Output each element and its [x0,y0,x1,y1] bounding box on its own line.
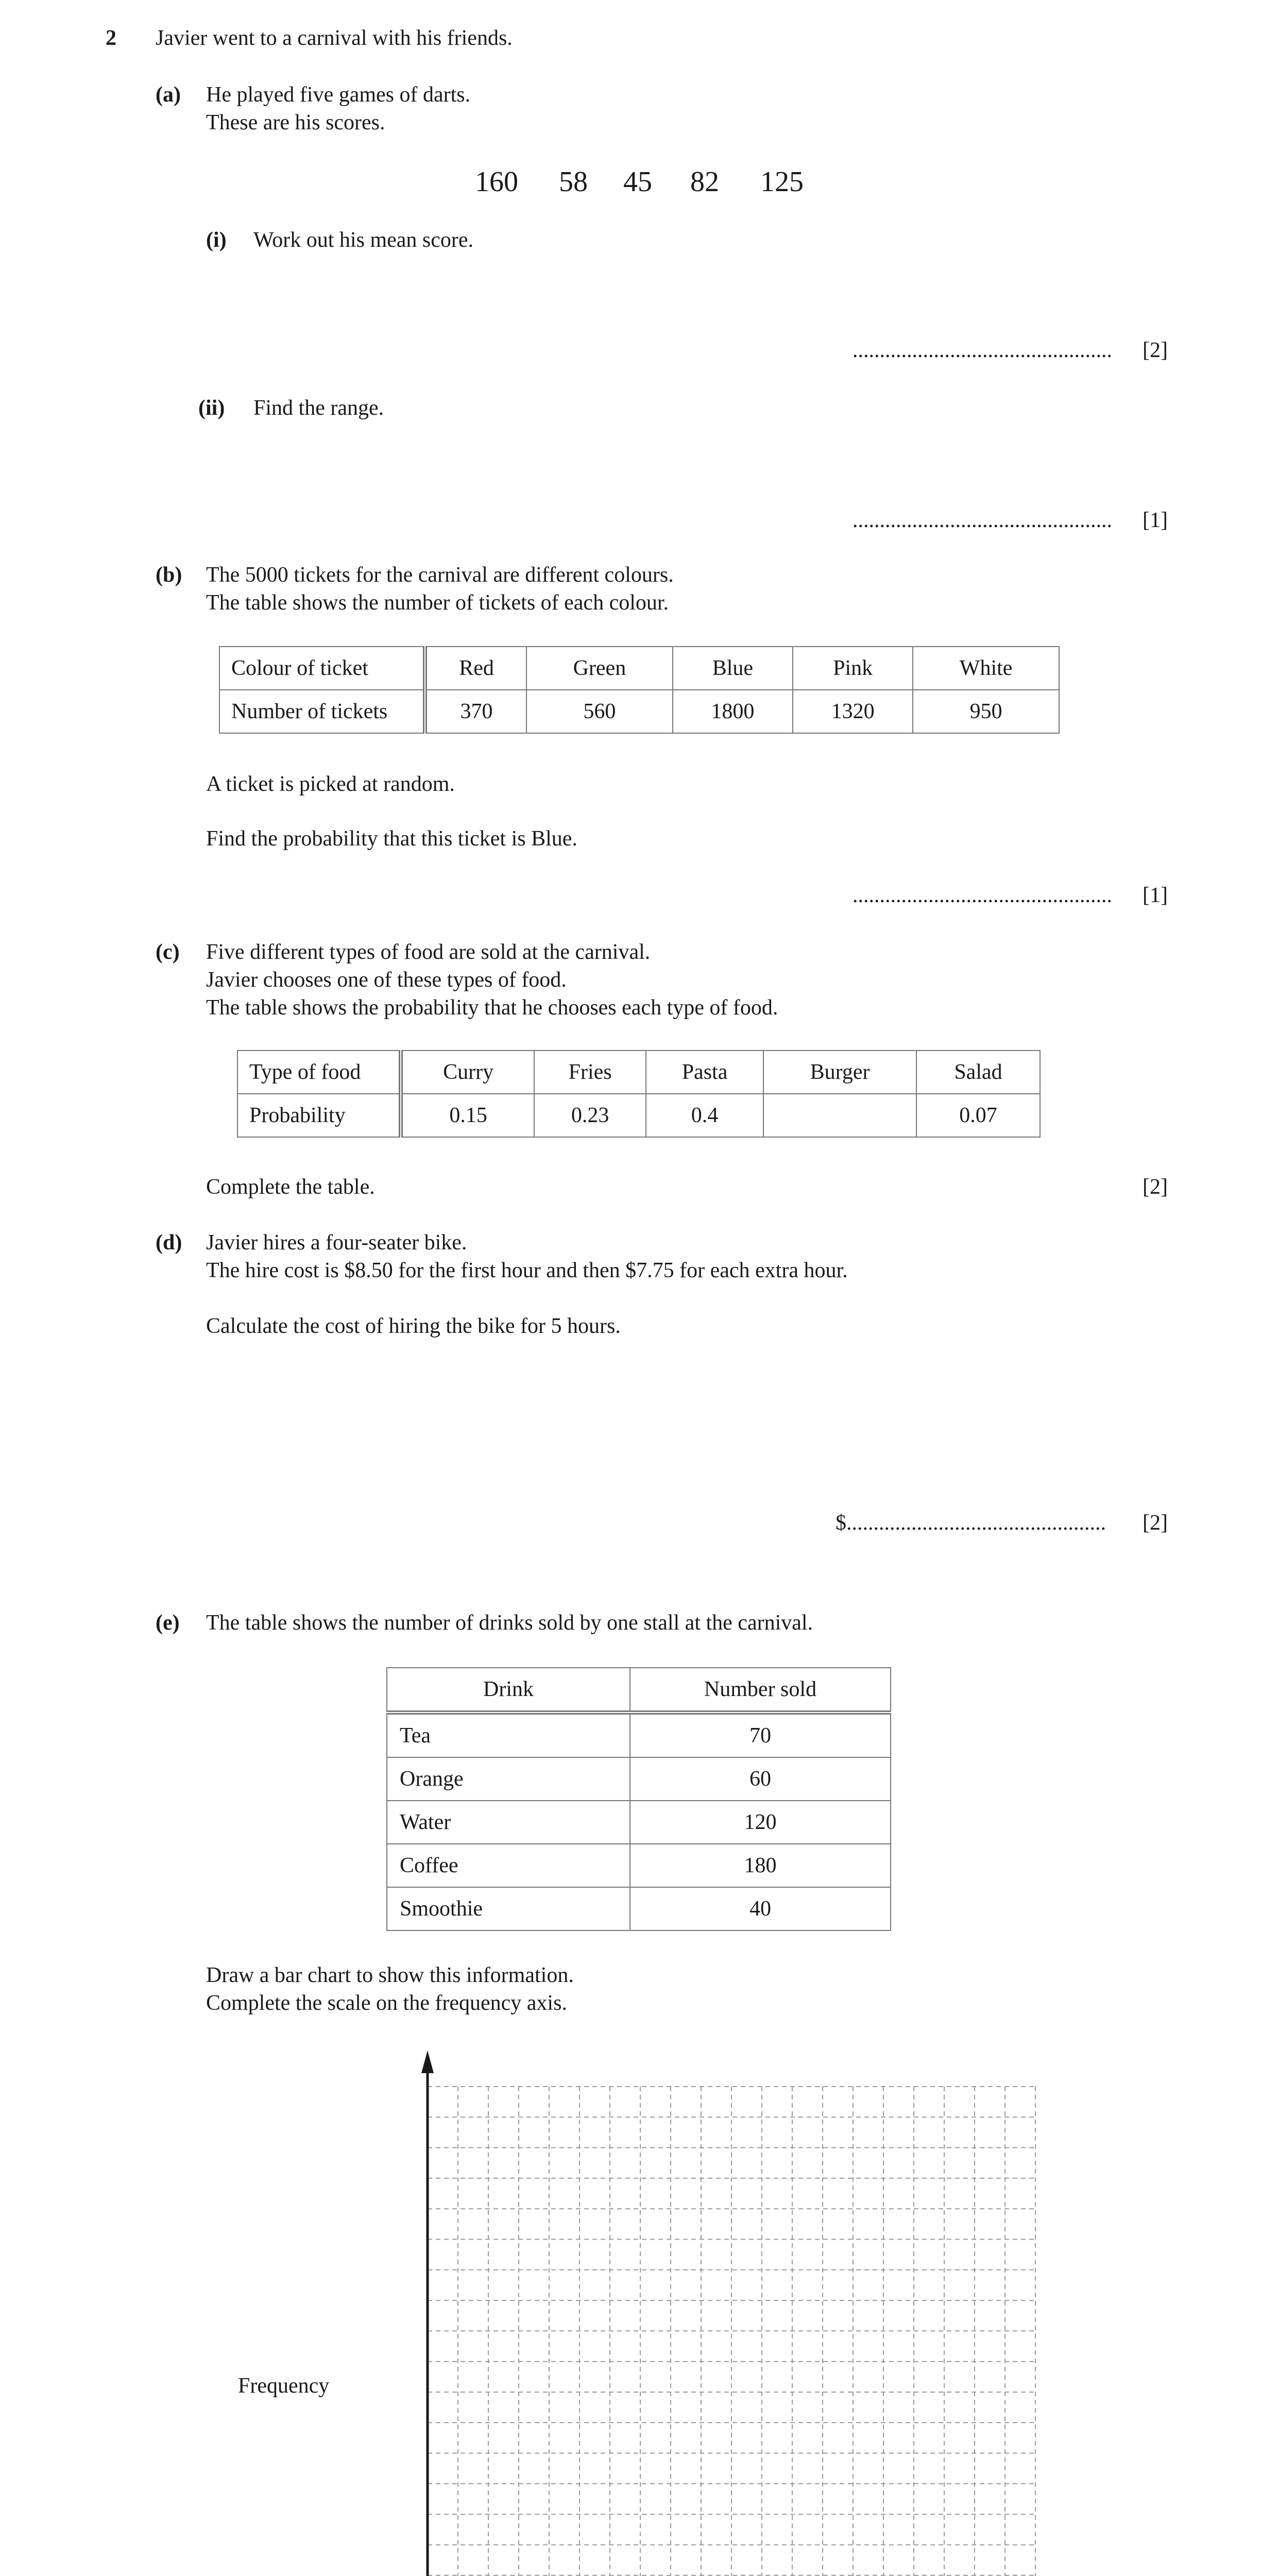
table-cell: Green [526,647,673,690]
question-intro: Javier went to a carnival with his friends. [156,26,513,50]
part-c-line2: Javier chooses one of these types of food. [206,968,567,992]
part-b-line1: The 5000 tickets for the carnival are different colours. [206,563,674,587]
column-header-number-sold: Number sold [630,1668,891,1713]
table-cell: Fries [534,1050,646,1094]
y-axis-label: Frequency [238,2374,330,2398]
part-c-label: (c) [156,940,180,964]
table-cell: Salad [916,1050,1040,1094]
part-d-label: (d) [156,1231,182,1255]
part-a-line1: He played five games of darts. [206,83,471,107]
part-b-line2: The table shows the number of tickets of each colour. [206,591,669,615]
table-cell: Pink [793,647,913,690]
part-b-line4: Find the probability that this ticket is Blue. [206,827,577,851]
part-d-line3: Calculate the cost of hiring the bike for 5 hours. [206,1314,621,1338]
table-row-header: Number of tickets [219,690,425,733]
part-c-line1: Five different types of food are sold at the carnival. [206,940,651,964]
part-c-line3: The table shows the probability that he chooses each type of food. [206,996,778,1020]
score-4: 82 [690,166,719,198]
table-cell: 0.23 [534,1094,646,1137]
score-2: 58 [559,166,588,198]
answer-line-d[interactable]: $................................................ [836,1511,1106,1535]
table-cell: Burger [763,1050,916,1094]
y-axis-arrow-icon [421,2050,434,2073]
table-cell: 1320 [793,690,913,733]
table-cell: Blue [673,647,793,690]
answer-line-a-i[interactable]: ................................................ [853,338,1112,362]
part-a-ii-label: (ii) [198,396,225,420]
marks-d: [2] [1143,1511,1168,1535]
part-d-line1: Javier hires a four-seater bike. [206,1231,467,1255]
table-cell: Red [425,647,526,690]
part-c-instruction: Complete the table. [206,1175,375,1199]
marks-a-ii: [1] [1143,509,1168,532]
part-e-label: (e) [156,1611,180,1635]
table-row-header: Colour of ticket [219,647,425,690]
question-number: 2 [106,26,116,50]
score-3: 45 [623,166,652,198]
part-e-line1: The table shows the number of drinks sold by one stall at the carnival. [206,1611,813,1635]
part-a-i-text: Work out his mean score. [253,228,474,252]
chart-grid [428,2087,1035,2576]
part-e-line3: Complete the scale on the frequency axis. [206,1991,567,2015]
part-b-label: (b) [156,563,182,587]
table-row-header: Type of food [237,1050,401,1094]
part-a-label: (a) [156,83,181,107]
table-cell: Smoothie [387,1887,630,1930]
table-cell: 950 [913,690,1059,733]
part-b-line3: A ticket is picked at random. [206,772,455,796]
table-cell: Pasta [646,1050,763,1094]
table-cell: 560 [526,690,673,733]
marks-c: [2] [1143,1175,1168,1199]
part-a-ii-text: Find the range. [253,396,384,420]
table-cell: White [913,647,1059,690]
part-a-line2: These are his scores. [206,111,385,134]
answer-line-a-ii[interactable]: ................................................ [853,509,1112,532]
marks-b: [1] [1143,884,1168,907]
table-cell: 180 [630,1844,891,1887]
part-a-i-label: (i) [206,228,227,252]
table-cell: Curry [401,1050,534,1094]
table-cell: 70 [630,1713,891,1757]
table-cell: 1800 [673,690,793,733]
score-5: 125 [760,166,804,198]
table-cell: 370 [425,690,526,733]
table-row-header: Probability [237,1094,401,1137]
table-cell: Water [387,1801,630,1844]
marks-a-i: [2] [1143,338,1168,362]
part-d-line2: The hire cost is $8.50 for the first hour and then $7.75 for each extra hour. [206,1259,848,1282]
table-cell: Orange [387,1757,630,1801]
table-cell: 0.07 [916,1094,1040,1137]
table-cell: 0.4 [646,1094,763,1137]
table-cell: 0.15 [401,1094,534,1137]
column-header-drink: Drink [387,1668,630,1713]
table-cell: Coffee [387,1844,630,1887]
score-1: 160 [475,166,518,198]
table-cell: 120 [630,1801,891,1844]
table-cell: Tea [387,1713,630,1757]
answer-line-b[interactable]: ................................................ [853,884,1112,907]
part-e-line2: Draw a bar chart to show this information. [206,1963,574,1987]
table-cell: 60 [630,1757,891,1801]
table-cell: 40 [630,1887,891,1930]
